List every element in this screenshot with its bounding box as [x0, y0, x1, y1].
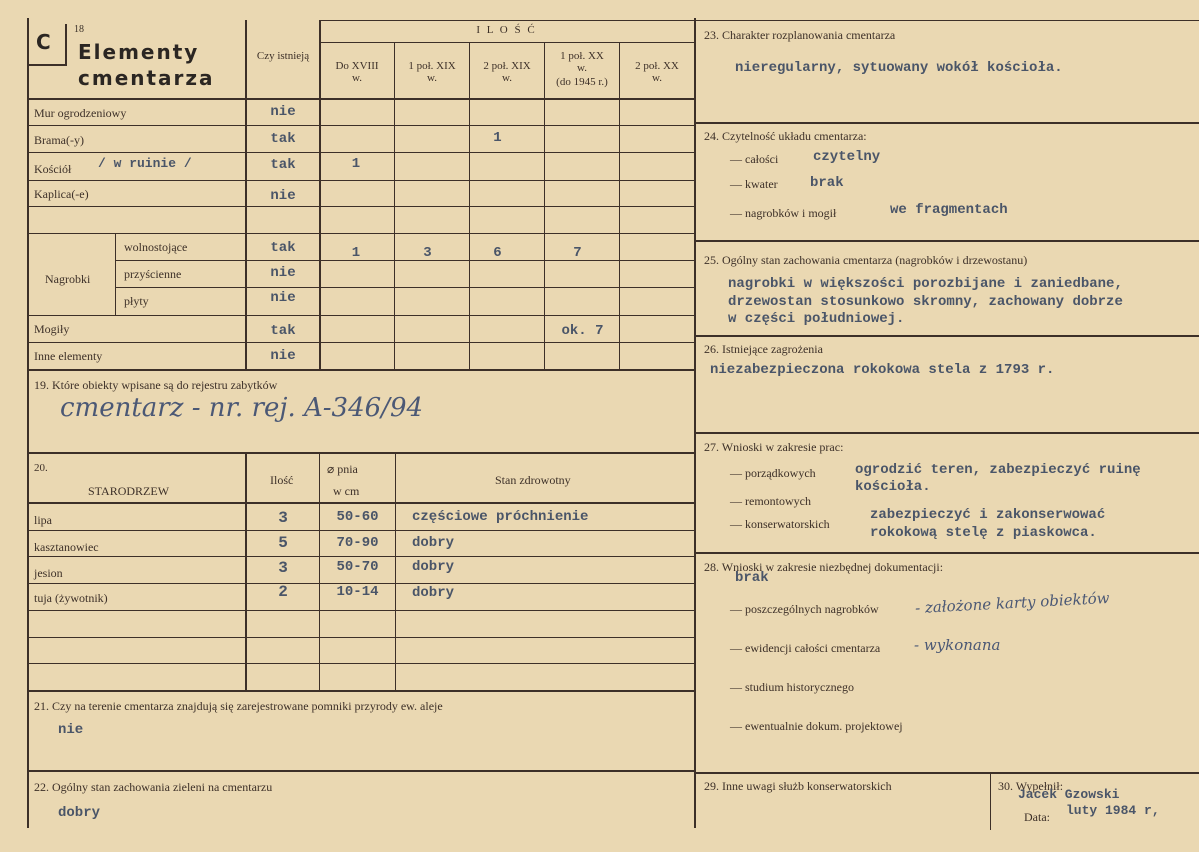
q20-number: 20.: [34, 462, 48, 474]
q22-label: 22. Ogólny stan zachowania zieleni na cmentarzu: [34, 780, 273, 794]
gate-qty-col3: 1: [493, 130, 502, 146]
q30-date: luty 1984 r,: [1066, 803, 1160, 818]
header-col1: Do XVIII w.: [335, 60, 379, 84]
tree-name: lipa: [34, 513, 52, 527]
row-label-chapel: Kaplica(-e): [34, 187, 89, 201]
q20-row-line: [27, 637, 694, 638]
q25-bottom-line: [694, 335, 1199, 337]
row-line: [115, 287, 694, 288]
tree-name: jesion: [34, 566, 63, 580]
q25-label: 25. Ogólny stan zachowania cmentarza (nagrobków i drzewostanu): [704, 253, 1028, 267]
q27-cons1: zabezpieczyć i zakonserwować: [870, 507, 1106, 523]
section-letter: C: [36, 30, 51, 54]
q24-graves: we fragmentach: [890, 202, 1008, 218]
quantity-header-line: [319, 42, 694, 43]
q28-answer: brak: [735, 570, 769, 586]
tree-state: dobry: [412, 535, 455, 551]
tree-name: tuja (żywotnik): [34, 591, 108, 605]
header-col4: 1 poł. XX w.: [560, 50, 604, 74]
tree-qty: 2: [278, 583, 288, 601]
row-label-church: Kościół: [34, 162, 72, 176]
row-label-wall-mounted: przyścienne: [124, 267, 182, 281]
q28-item3: — studium historycznego: [730, 680, 854, 694]
q22-answer: dobry: [58, 805, 101, 821]
q27-cons-label: — konserwatorskich: [730, 517, 830, 531]
q27-order1: ogrodzić teren, zabezpieczyć ruinę: [855, 462, 1141, 478]
q24-bottom-line: [694, 240, 1199, 242]
tree-qty: 5: [278, 534, 288, 552]
header-col3: 2 poł. XIX w.: [483, 60, 531, 84]
header-exists: Czy istnieją: [256, 50, 310, 62]
q23-answer: nieregularny, sytuowany wokół kościoła.: [735, 60, 1063, 76]
q27-bottom-line: [694, 552, 1199, 554]
q30-date-label: Data:: [1024, 810, 1050, 824]
row-line: [27, 315, 694, 316]
header-col5: 2 poł. XX w.: [635, 60, 679, 84]
exists-gate: tak: [270, 131, 296, 147]
q24-whole: czytelny: [813, 149, 881, 165]
row-line: [27, 233, 694, 234]
tree-diam: 70-90: [336, 535, 379, 551]
q28-item2-hand: - wykonana: [914, 636, 1001, 654]
q20-col-diam1: ⌀ pnia: [327, 462, 358, 476]
q24-quarters-label: — kwater: [730, 177, 778, 191]
section-number: 18: [74, 24, 84, 35]
tree-state: dobry: [412, 585, 455, 601]
nagrobki-label: Nagrobki: [45, 272, 91, 286]
tree-state: dobry: [412, 559, 455, 575]
freestanding-qty-col2: 3: [423, 245, 432, 261]
row-line: [27, 152, 694, 153]
q26-label: 26. Istniejące zagrożenia: [704, 342, 823, 356]
exists-chapel: nie: [270, 188, 296, 204]
q27-renov-label: — remontowych: [730, 494, 811, 508]
row-label-freestanding: wolnostojące: [124, 240, 188, 254]
q20-col-line-3: [395, 454, 396, 691]
q19-bottom-line: [27, 452, 694, 454]
row-line: [27, 342, 694, 343]
row-line: [27, 180, 694, 181]
q29-label: 29. Inne uwagi służb konserwatorskich: [704, 779, 892, 793]
q20-header-line: [27, 502, 694, 504]
q25-line3: w części południowej.: [728, 311, 905, 327]
q26-answer: niezabezpieczona rokokowa stela z 1793 r.: [710, 362, 1055, 378]
q27-order-label: — porządkowych: [730, 466, 816, 480]
tree-name: kasztanowiec: [34, 540, 99, 554]
q28-item1-hand: - założone karty obiektów: [914, 588, 1110, 618]
q27-label: 27. Wnioski w zakresie prac:: [704, 440, 844, 454]
left-border: [27, 18, 29, 828]
q20-row-line: [27, 556, 694, 557]
q25-line1: nagrobki w większości porozbijane i zaniedbane,: [728, 276, 1123, 292]
freestanding-qty-col1: 1: [351, 245, 361, 261]
q20-row-line: [27, 610, 694, 611]
q21-answer: nie: [58, 722, 84, 738]
graves-qty-col4: ok. 7: [561, 323, 604, 339]
exists-freestanding: tak: [270, 240, 296, 256]
freestanding-qty-col3: 6: [493, 245, 502, 261]
q19-label: 19. Które obiekty wpisane są do rejestru zabytków: [34, 378, 278, 392]
q28-item4: — ewentualnie dokum. projektowej: [730, 719, 903, 733]
row-label-other: Inne elementy: [34, 349, 103, 363]
nagrobki-divider: [115, 233, 116, 315]
tree-qty: 3: [278, 509, 288, 527]
q24-quarters: brak: [810, 175, 844, 191]
q20-row-line: [27, 663, 694, 664]
q20-col-qty: Ilość: [270, 473, 294, 487]
q28-bottom-line: [694, 772, 1199, 774]
exists-wall-mounted: nie: [270, 265, 296, 281]
exists-graves: tak: [270, 323, 296, 339]
row-line: [27, 206, 694, 207]
row-line: [27, 369, 694, 371]
q20-row-line: [27, 530, 694, 531]
table-header-bottom: [27, 98, 694, 100]
exists-wall: nie: [270, 104, 296, 120]
q28-item2: — ewidencji całości cmentarza: [730, 641, 881, 655]
exists-other: nie: [270, 348, 296, 364]
q19-answer: cmentarz - nr. rej. A-346/94: [60, 393, 424, 423]
q26-bottom-line: [694, 432, 1199, 434]
row-label-slabs: płyty: [124, 294, 149, 308]
section-title-line2: cmentarza: [78, 66, 215, 90]
center-divider: [694, 18, 696, 828]
exists-slabs: nie: [270, 290, 296, 306]
q30-label: 30. Wypełnił:: [998, 779, 1064, 793]
q24-label: 24. Czytelność układu cmentarza:: [704, 129, 867, 143]
q20-col-diam2: w cm: [333, 484, 360, 498]
header-col4-note: (do 1945 r.): [556, 76, 608, 88]
row-label-wall: Mur ogrodzeniowy: [34, 106, 127, 120]
section-title-line1: Elementy: [78, 40, 200, 64]
exists-church: tak: [270, 157, 296, 173]
q24-whole-label: — całości: [730, 152, 779, 166]
q20-bottom-line: [27, 690, 694, 692]
tree-diam: 10-14: [336, 584, 379, 600]
header-col2: 1 poł. XIX w.: [408, 60, 456, 84]
col-line-1: [319, 20, 321, 370]
q28-label: 28. Wnioski w zakresie niezbędnej dokumentacji:: [704, 560, 944, 574]
tree-qty: 3: [278, 559, 288, 577]
q20-title: STARODRZEW: [88, 484, 170, 498]
tree-diam: 50-60: [336, 509, 379, 525]
tree-diam: 50-70: [336, 559, 379, 575]
q30-name: Jacek Gzowski: [1018, 787, 1120, 802]
church-note: / w ruinie /: [98, 156, 192, 171]
q20-col-state: Stan zdrowotny: [495, 473, 571, 487]
freestanding-qty-col4: 7: [573, 245, 582, 261]
q30-divider: [990, 774, 991, 830]
tree-state: częściowe próchnienie: [412, 509, 589, 525]
q23-label: 23. Charakter rozplanowania cmentarza: [704, 28, 896, 42]
header-quantity: I L O Ś Ć: [476, 24, 537, 36]
row-label-graves: Mogiły: [34, 322, 70, 336]
row-line: [27, 125, 694, 126]
q28-item1: — poszczególnych nagrobków: [730, 602, 879, 616]
church-qty-col1: 1: [351, 156, 361, 172]
q27-order2: kościoła.: [855, 479, 931, 495]
row-label-gate: Brama(-y): [34, 133, 84, 147]
q27-cons2: rokokową stelę z piaskowca.: [870, 525, 1097, 541]
q25-line2: drzewostan stosunkowo skromny, zachowany dobrze: [728, 294, 1123, 310]
q24-graves-label: — nagrobków i mogił: [730, 206, 837, 220]
q23-bottom-line: [694, 122, 1199, 124]
q21-label: 21. Czy na terenie cmentarza znajdują się zarejestrowane pomniki przyrody ew. aleje: [34, 699, 443, 713]
top-border: [319, 20, 1199, 21]
q21-bottom-line: [27, 770, 694, 772]
